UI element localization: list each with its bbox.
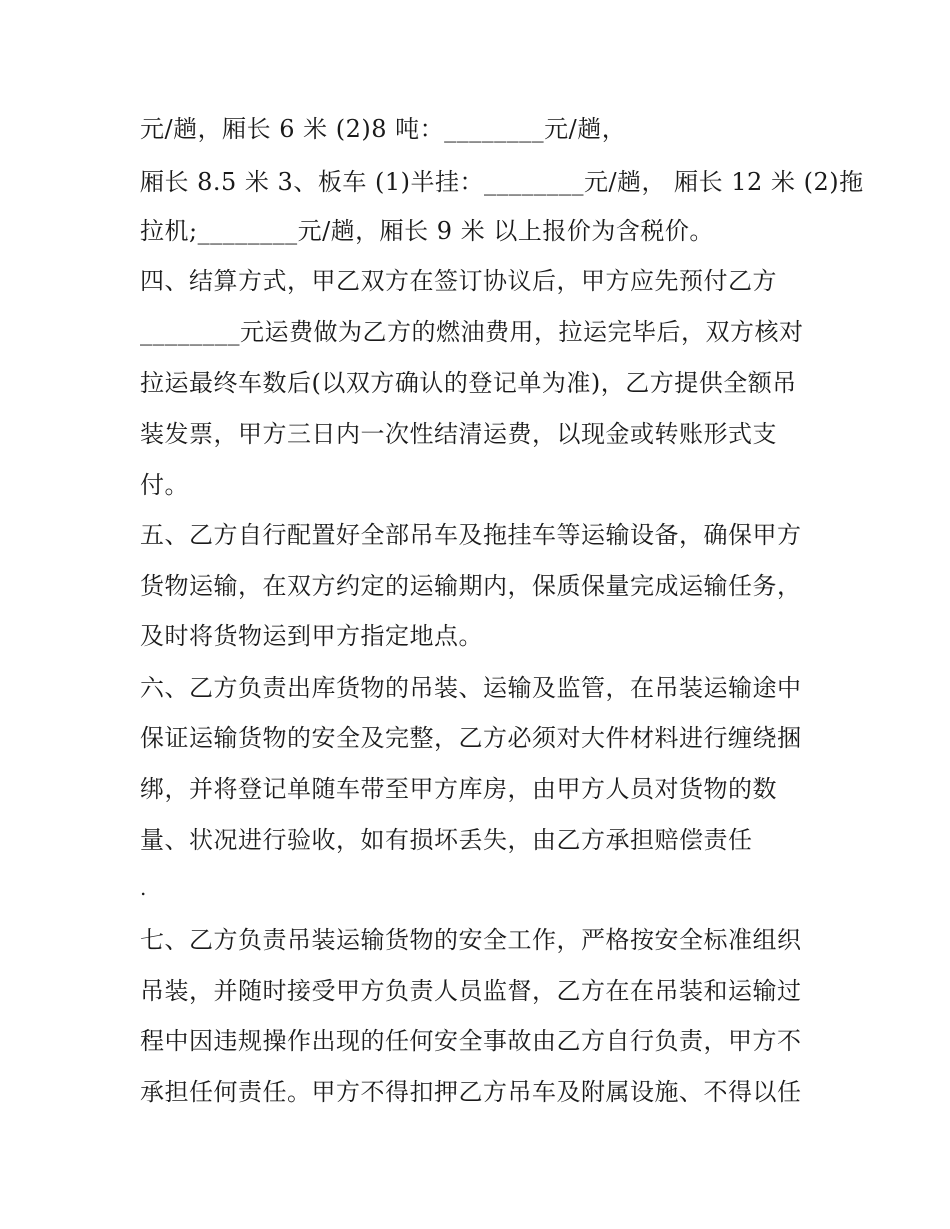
text-line: .	[140, 876, 147, 900]
text-line: 及时将货物运到甲方指定地点。	[140, 622, 483, 650]
text-line: 装发票，甲方三日内一次性结清运费，以现金或转账形式支	[140, 420, 777, 448]
text-line: ________元运费做为乙方的燃油费用，拉运完毕后，双方核对	[140, 318, 804, 346]
text-line: 量、状况进行验收，如有损坏丢失，由乙方承担赔偿责任	[140, 826, 753, 854]
text-line: 程中因违规操作出现的任何安全事故由乙方自行负责，甲方不	[140, 1027, 802, 1055]
text-line: 吊装，并随时接受甲方负责人员监督，乙方在在吊装和运输过	[140, 977, 802, 1005]
text-line: 拉运最终车数后(以双方确认的登记单为准)，乙方提供全额吊	[140, 369, 797, 397]
text-line: 四、结算方式，甲乙双方在签订协议后，甲方应先预付乙方	[140, 267, 777, 295]
text-line: 元/趟，厢长 6 米 (2)8 吨：________元/趟，	[140, 115, 627, 143]
text-line: 厢长 8.5 米 3、板车 (1)半挂：________元/趟， 厢长 12 米 (2)拖	[140, 168, 864, 196]
text-line: 七、乙方负责吊装运输货物的安全工作，严格按安全标准组织	[140, 926, 802, 954]
text-line: 货物运输，在双方约定的运输期内，保质保量完成运输任务，	[140, 572, 802, 600]
text-line: 付。	[140, 471, 189, 499]
text-line: 五、乙方自行配置好全部吊车及拖挂车等运输设备，确保甲方	[140, 521, 802, 549]
text-line: 拉机;________元/趟，厢长 9 米 以上报价为含税价。	[140, 217, 714, 245]
text-line: 承担任何责任。甲方不得扣押乙方吊车及附属设施、不得以任	[140, 1078, 802, 1106]
text-line: 绑，并将登记单随车带至甲方库房，由甲方人员对货物的数	[140, 775, 777, 803]
text-line: 六、乙方负责出库货物的吊装、运输及监管，在吊装运输途中	[140, 674, 802, 702]
text-line: 保证运输货物的安全及完整，乙方必须对大件材料进行缠绕捆	[140, 724, 802, 752]
